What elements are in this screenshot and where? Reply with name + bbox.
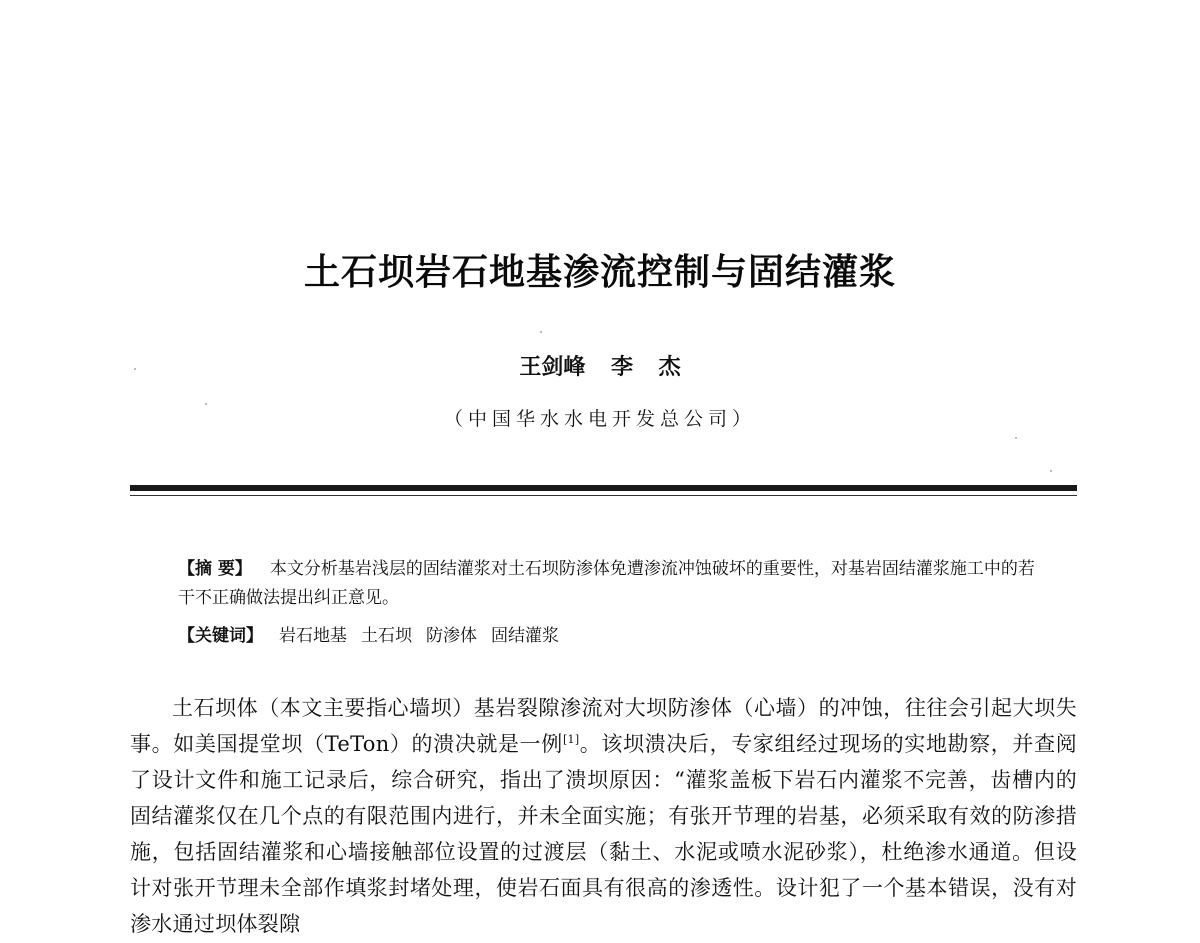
paper-title: 土石坝岩石地基渗流控制与固结灌浆 — [303, 252, 896, 293]
keyword: 土石坝 — [361, 626, 412, 646]
body-paragraph — [130, 690, 1077, 942]
scan-speck — [540, 331, 542, 333]
body-text-part: 土石坝体（本文主要指心墙坝）基岩裂隙渗流对大坝防渗体（心墙）的冲蚀，往往会引起大坝失事。如美国提堂坝（TeTon）的溃决就是一例 — [130, 696, 1077, 756]
authors: 王剑峰 李 杰 — [519, 354, 681, 380]
keywords-label: 【关键词】 — [178, 626, 263, 646]
keyword: 固结灌浆 — [491, 626, 559, 646]
abstract-label: 【摘 要】 — [178, 559, 252, 579]
affiliation: （中国华水水电开发总公司） — [443, 408, 756, 430]
keyword: 防渗体 — [426, 626, 477, 646]
keywords — [178, 622, 1048, 651]
header-rule-thick — [130, 485, 1077, 491]
scan-speck — [1015, 437, 1017, 439]
keyword: 岩石地基 — [279, 626, 347, 646]
scan-speck — [1050, 470, 1052, 472]
abstract-text: 本文分析基岩浅层的固结灌浆对土石坝防渗体免遭渗流冲蚀破坏的重要性，对基岩固结灌浆施工中的若干不正确做法提出纠正意见。 — [178, 559, 1035, 608]
citation-ref: [1] — [562, 733, 580, 746]
body-text-part: 。该坝溃决后，专家组经过现场的实地勘察，并查阅了设计文件和施工记录后，综合研究，指出了溃坝原因：“灌浆盖板下岩石内灌浆不完善，齿槽内的固结灌浆仅在几个点的有限范围内进行，并未全面实施；有张开节理的岩基，必须采取有效的防渗措施，包括固结灌浆和心墙接触部位设置的过渡层（黏土、水泥或喷水泥砂浆），杜绝渗水通道。但设计对张开节理未全部作填浆封堵处理，使岩石面具有很高的渗透性。设计犯了一个基本错误，没有对渗水通过坝体裂隙 — [130, 732, 1077, 936]
header-rule-thin — [130, 495, 1077, 496]
abstract — [178, 555, 1048, 613]
